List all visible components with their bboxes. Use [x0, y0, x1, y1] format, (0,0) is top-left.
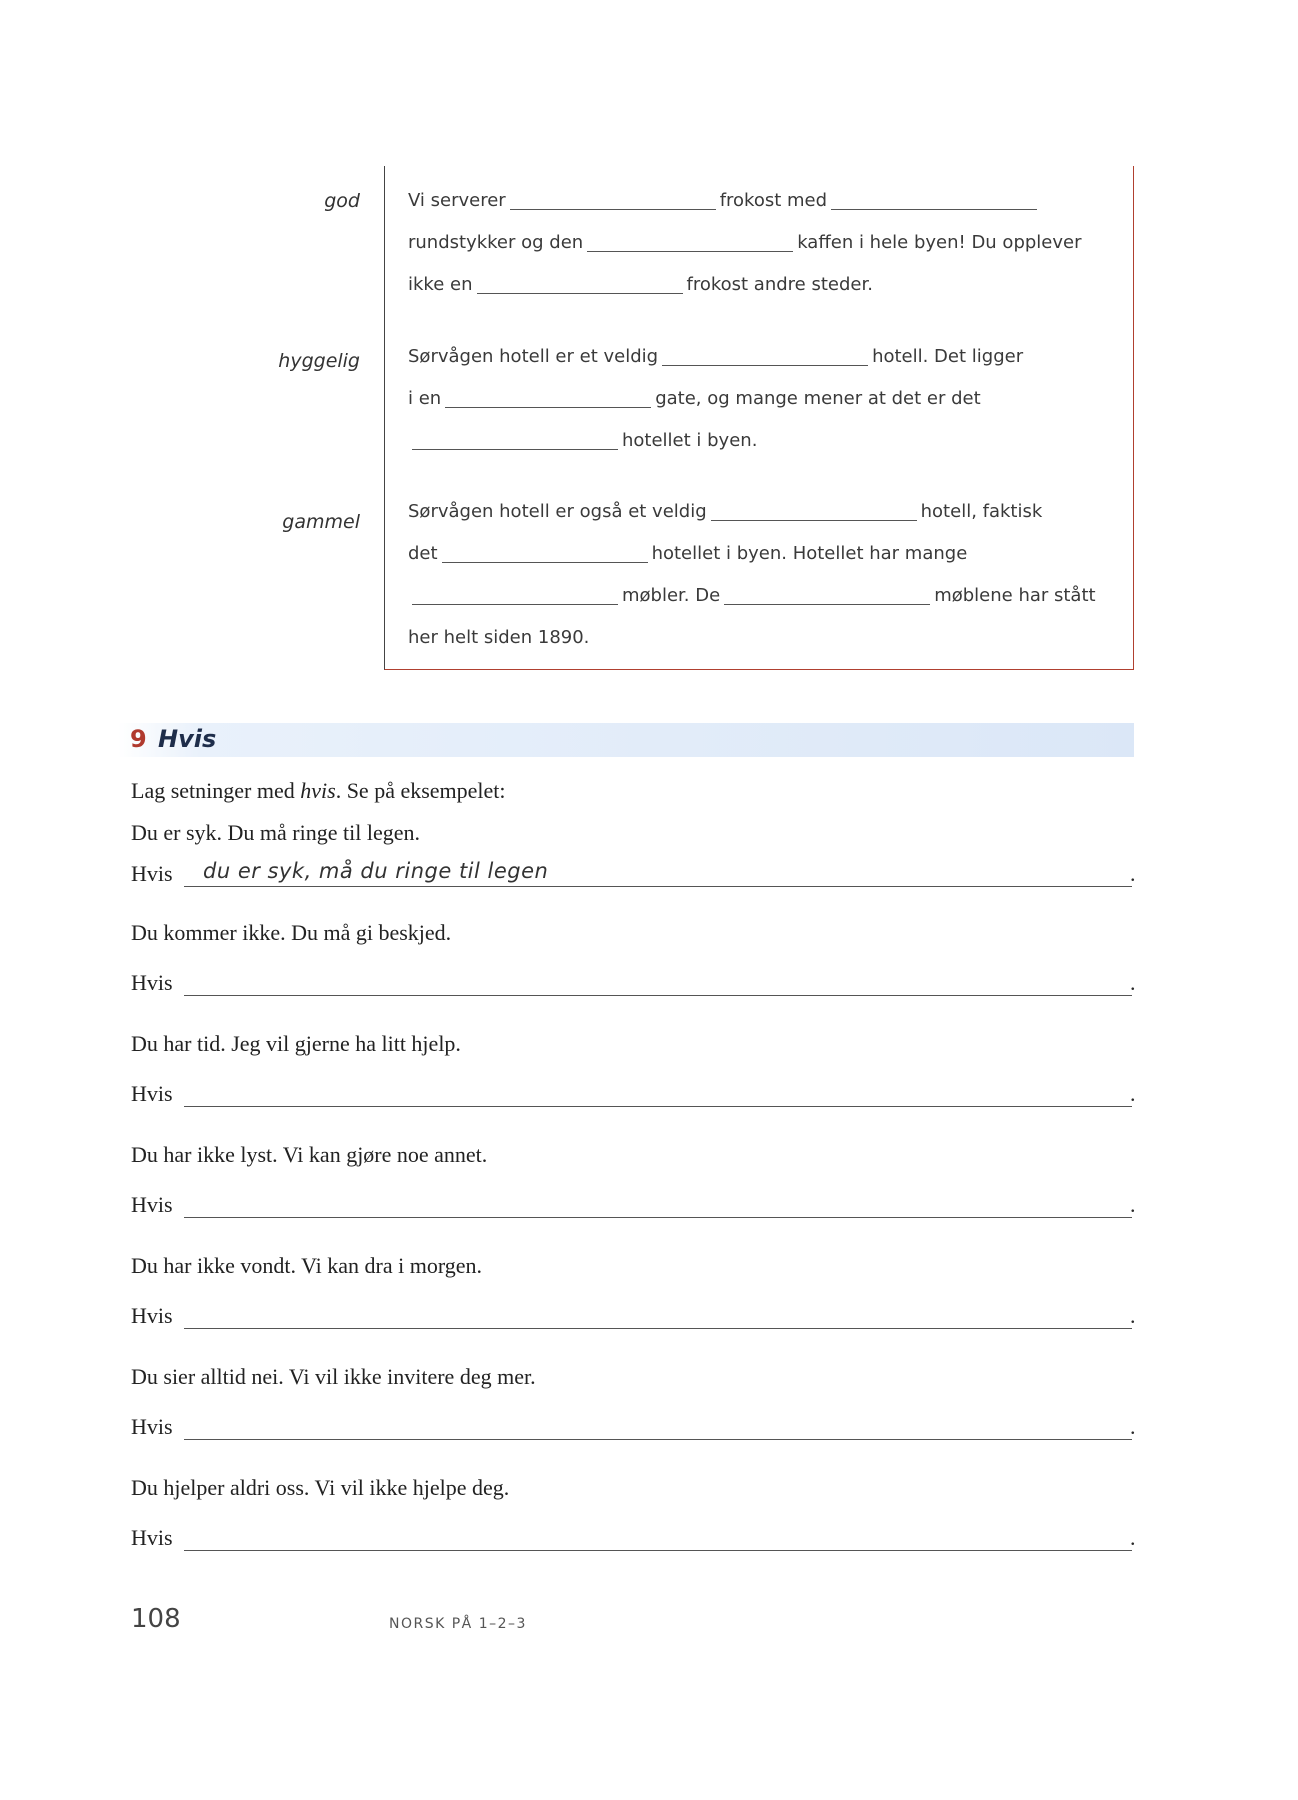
exercise-8-line: ikke en frokost andre steder.	[408, 274, 873, 295]
hvis-label: Hvis	[131, 1303, 173, 1328]
period: .	[1130, 1303, 1136, 1328]
blank-field[interactable]	[587, 250, 793, 252]
section-heading-bar	[118, 723, 1134, 757]
answer-input[interactable]	[184, 1105, 1132, 1107]
keyword-hyggelig: hyggelig	[278, 350, 360, 372]
period: .	[1130, 1525, 1136, 1550]
exercise-8-line: Sørvågen hotell er også et veldig hotell, faktisk	[408, 501, 1043, 522]
task-sentence: Du kommer ikke. Du må gi beskjed.	[131, 920, 452, 945]
keyword-god: god	[324, 190, 360, 212]
period: .	[1130, 1192, 1136, 1217]
hvis-label: Hvis	[131, 1081, 173, 1106]
keyword-gammel: gammel	[282, 511, 360, 533]
exercise-8-line: rundstykker og den kaffen i hele byen! Du opplever	[408, 232, 1082, 253]
section-title: Hvis	[158, 725, 217, 753]
blank-field[interactable]	[477, 292, 683, 294]
hvis-label: Hvis	[131, 1192, 173, 1217]
exercise-8-line: det hotellet i byen. Hotellet har mange	[408, 543, 968, 564]
blank-field[interactable]	[442, 561, 648, 563]
exercise-8-line: Vi serverer frokost med	[408, 190, 1041, 211]
answer-input[interactable]	[184, 994, 1132, 996]
blank-field[interactable]	[724, 603, 930, 605]
period: .	[1130, 970, 1136, 995]
answer-line	[184, 885, 1132, 887]
task-sentence: Du har tid. Jeg vil gjerne ha litt hjelp.	[131, 1031, 461, 1056]
exercise-8-line: Sørvågen hotell er et veldig hotell. Det ligger	[408, 346, 1024, 367]
exercise-8-line: hotellet i byen.	[408, 430, 757, 451]
blank-field[interactable]	[445, 406, 651, 408]
instruction: Lag setninger med hvis. Se på eksempelet:	[131, 778, 506, 803]
exercise-8-line: i en gate, og mange mener at det er det	[408, 388, 981, 409]
blank-field[interactable]	[412, 448, 618, 450]
blank-field[interactable]	[510, 208, 716, 210]
answer-input[interactable]	[184, 1327, 1132, 1329]
hvis-label: Hvis	[131, 1525, 173, 1550]
hvis-label: Hvis	[131, 970, 173, 995]
task-sentence: Du sier alltid nei. Vi vil ikke invitere deg mer.	[131, 1364, 536, 1389]
period: .	[1130, 1081, 1136, 1106]
task-sentence: Du har ikke vondt. Vi kan dra i morgen.	[131, 1253, 483, 1278]
answer-input[interactable]	[184, 1438, 1132, 1440]
blank-field[interactable]	[412, 603, 618, 605]
hvis-label: Hvis	[131, 1414, 173, 1439]
task-sentence: Du har ikke lyst. Vi kan gjøre noe annet.	[131, 1142, 488, 1167]
book-title: NORSK PÅ 1–2–3	[389, 1616, 527, 1632]
answer-input[interactable]	[184, 1216, 1132, 1218]
page-number: 108	[131, 1604, 181, 1634]
example-answer: du er syk, må du ringe til legen	[203, 859, 549, 883]
section-number: 9	[130, 725, 147, 753]
period: .	[1130, 861, 1136, 886]
example-sentence: Du er syk. Du må ringe til legen.	[131, 820, 420, 845]
hvis-label: Hvis	[131, 861, 173, 886]
blank-field[interactable]	[711, 519, 917, 521]
answer-input[interactable]	[184, 1549, 1132, 1551]
exercise-8-line: møbler. De møblene har stått	[408, 585, 1096, 606]
blank-field[interactable]	[662, 364, 868, 366]
task-sentence: Du hjelper aldri oss. Vi vil ikke hjelpe deg.	[131, 1475, 510, 1500]
blank-field[interactable]	[831, 208, 1037, 210]
exercise-8-line: her helt siden 1890.	[408, 627, 590, 648]
period: .	[1130, 1414, 1136, 1439]
